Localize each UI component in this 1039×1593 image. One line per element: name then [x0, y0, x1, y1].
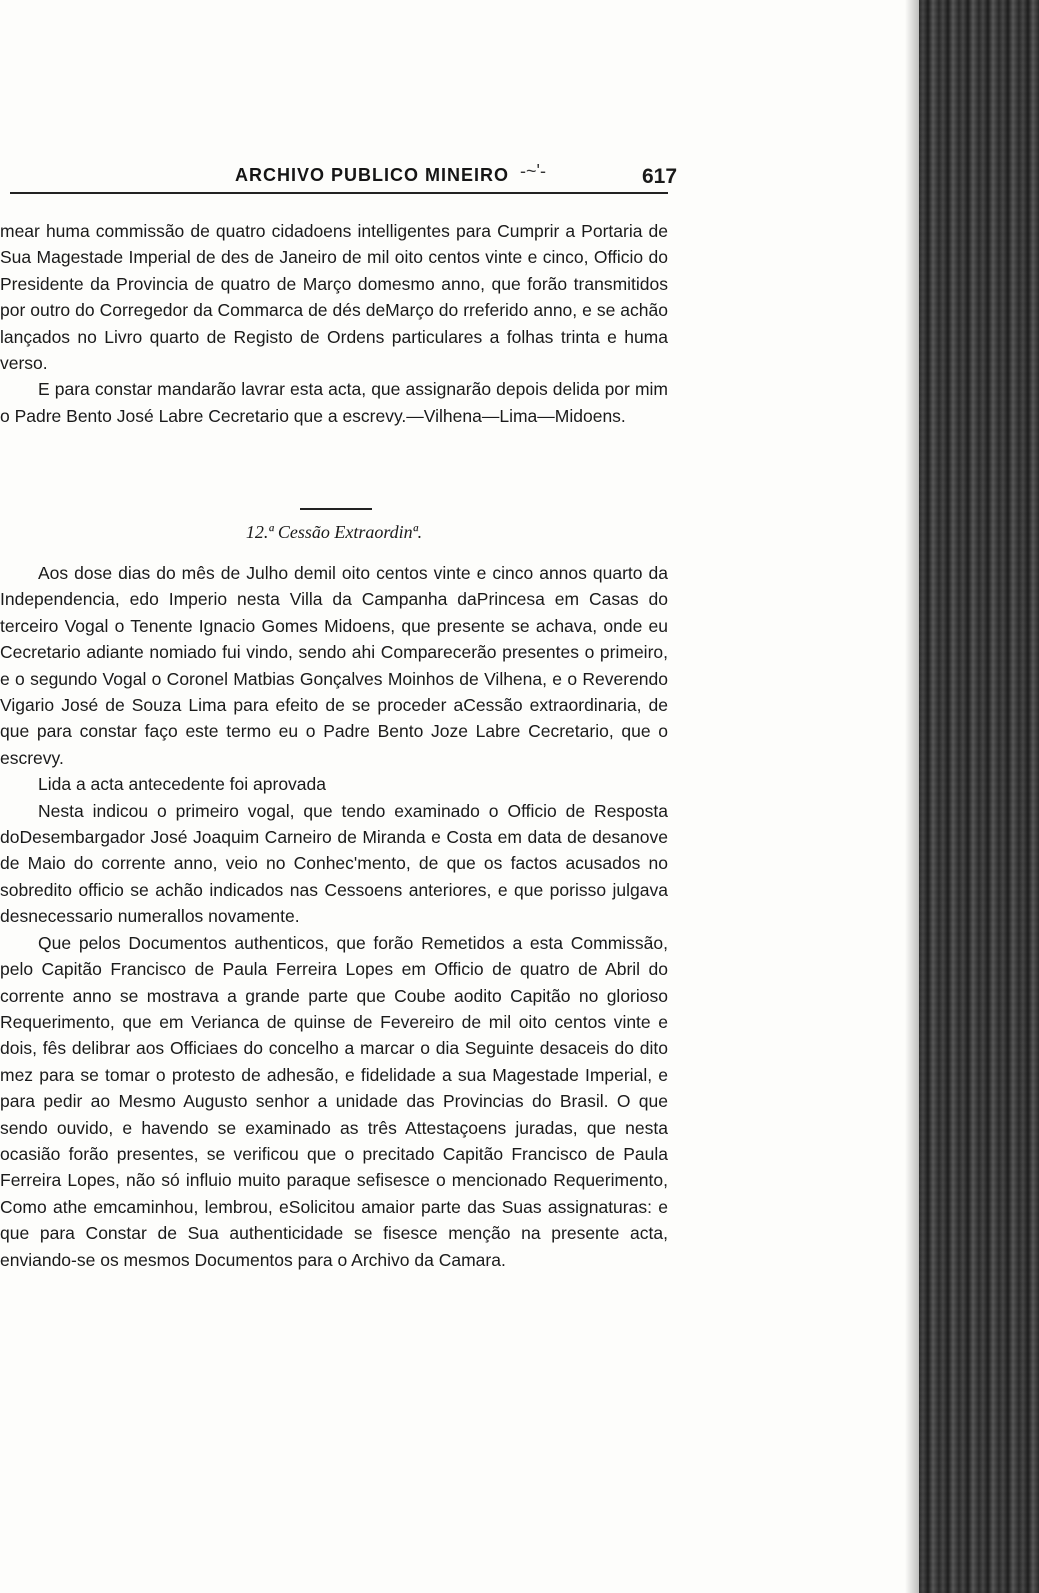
text-block-top: [0, 218, 668, 429]
paragraph-continuation: mear huma commissão de quatro cidadoens intelligentes para Cumprir a Portaria de Sua Magestade Imperial de des de Janeiro de mil oito centos vinte e cinco, Officio do Presidente da Provincia de quatro de Março domesmo anno, que forão transmitidos por outro do Corregedor da Commarca de dés deMarço do rreferido anno, e se achão lançados no Livro quarto de Registo de Ordens particulares a folhas trinta e huma verso.: [0, 221, 668, 374]
header-ink-mark: -~'-: [520, 161, 546, 181]
paragraph-indication: Nesta indicou o primeiro vogal, que tendo examinado o Officio de Resposta doDesembargador José Joaquim Carneiro de Miranda e Costa em data de desanove de Maio do corrente anno, veio no Conhec'mento, de que os factos acusados no sobredito officio se achão indicados nas Cessoens anteriores, e que porisso julgava desnecessario numerallos novamente.: [0, 800, 668, 927]
paragraph-opening: Aos dose dias do mês de Julho demil oito centos vinte e cinco annos quarto da Independencia, edo Imperio nesta Villa da Campanha daPrincesa em Casas do terceiro Vogal o Tenente Ignacio Gomes Midoens, que presente se achava, onde eu Cecretario adiante nomiado fui vindo, sendo ahi Comparecerão presentes o primeiro, e o segundo Vogal o Coronel Matbias Gonçalves Moinhos de Vilhena, e o Reverendo Vigario José de Souza Lima para efeito de se proceder aCessão extraordinaria, de que para constar faço este termo eu o Padre Bento Joze Labre Cecretario, que o escrevy.: [0, 563, 668, 768]
text-block-main: [0, 560, 668, 1273]
paragraph-closing: E para constar mandarão lavrar esta acta, que assignarão depois delida por mim o Padre Bento José Labre Cecretario que a escrevy.—Vilhena—Lima—Midoens.: [0, 379, 668, 426]
scan-edge-strip: [919, 0, 1039, 1593]
running-title: ARCHIVO PUBLICO MINEIRO: [235, 165, 510, 185]
header-rule: [10, 192, 668, 194]
page-number: 617: [642, 165, 678, 188]
paragraph-approval: Lida a acta antecedente foi aprovada: [38, 774, 326, 795]
section-divider: [300, 508, 372, 510]
section-title: 12.ª Cessão Extraordinª.: [245, 522, 423, 542]
scan-edge-shadow: [905, 0, 919, 1593]
paragraph-documents: Que pelos Documentos authenticos, que forão Remetidos a esta Commissão, pelo Capitão Francisco de Paula Ferreira Lopes em Officio de quatro de Abril do corrente anno se mostrava a grande parte que Coube aodito Capitão no glorioso Requerimento, que em Verianca de quinse de Fevereiro de mil oito centos vinte e dois, fês delibrar aos Officiaes do concelho a marcar o dia Seguinte desaceis do dito mez para se tomar o protesto de adhesão, e fidelidade a sua Magestade Imperial, e para pedir ao Mesmo Augusto senhor a unidade das Provincias do Brasil. O que sendo ouvido, e havendo se examinado as três Attestaçoens juradas, que nesta ocasião forão presentes, se verificou que o precitado Capitão Francisco de Paula Ferreira Lopes, não só influio muito paraque sefisesce o mencionado Requerimento, Como athe emcaminhou, lembrou, eSolicitou amaior parte das Suas assignaturas: e que para Constar de Sua authenticidade se fisesce menção na presente acta, enviando-se os mesmos Documentos para o Archivo da Camara.: [0, 932, 668, 1270]
